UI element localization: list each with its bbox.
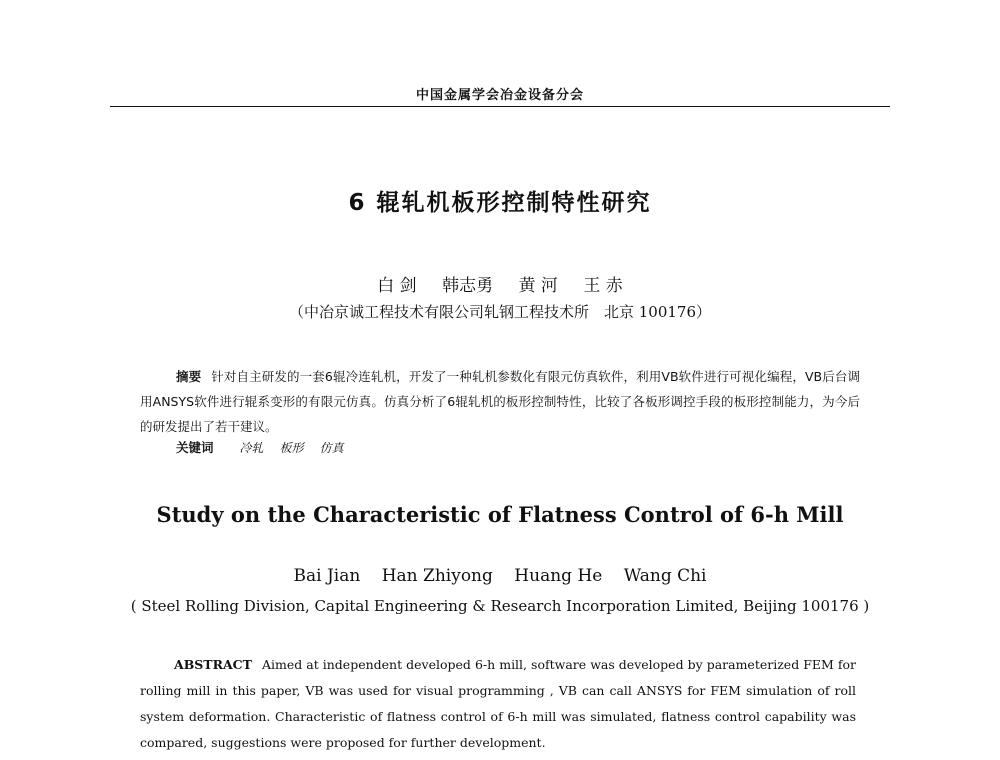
english-author: Huang He [514,566,603,586]
chinese-affiliation: （中冶京诚工程技术有限公司轧钢工程技术所 北京 100176） [288,303,712,321]
journal-header: 中国金属学会冶金设备分会 [415,88,584,103]
chinese-author: 王 赤 [583,276,623,296]
chinese-abstract-label: 摘要 [176,369,202,384]
chinese-abstract [140,364,860,439]
english-authors [0,566,1000,586]
english-abstract-label: ABSTRACT [174,657,252,672]
keyword: 仿真 [319,441,344,455]
chinese-abstract-text: 针对自主研发的一套6辊冷连轧机，开发了一种轧机参数化有限元仿真软件，利用VB软件进行可视化编程，VB后台调用ANSYS软件进行辊系变形的有限元仿真。仿真分析了6辊轧机的板形控制特性，比较了各板形调控手段的板形控制能力，为今后的研发提出了若干建议。 [140,369,860,434]
chinese-title: 6 辊轧机板形控制特性研究 [348,190,652,216]
chinese-author: 白 剑 [377,276,417,296]
chinese-authors [0,271,1000,296]
english-abstract-text: Aimed at independent developed 6-h mill, software was developed by parameterized FEM for rolling mill in this paper, VB was used for visual programming , VB can call ANSYS for FEM simulation of roll system deformation. Characteristic of flatness control of 6-h mill was simulated, flatness control capability was compared, suggestions were proposed for further development. [140,657,856,750]
keyword: 冷轧 [239,441,264,455]
chinese-keywords-label: 关键词 [176,440,214,455]
english-author: Han Zhiyong [381,566,493,586]
english-affiliation: ( Steel Rolling Division, Capital Engineering & Research Incorporation Limited, Beijing 100176 ) [130,597,870,615]
keyword: 板形 [279,441,304,455]
header-rule [110,106,890,107]
english-title: Study on the Characteristic of Flatness Control of 6-h Mill [156,502,844,527]
english-author: Bai Jian [293,566,361,586]
chinese-author: 韩志勇 [442,276,494,296]
english-abstract [140,652,856,756]
chinese-author: 黄 河 [518,276,558,296]
chinese-keywords [176,438,344,456]
english-author: Wang Chi [623,566,707,586]
